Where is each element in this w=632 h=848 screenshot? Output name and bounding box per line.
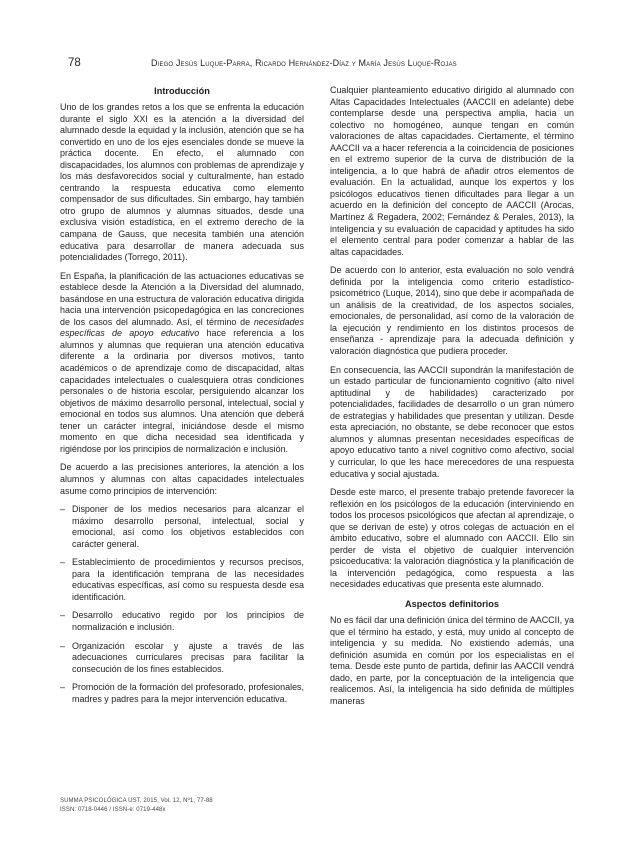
page-header — [68, 57, 564, 73]
paragraph: No es fácil dar una definición única del término de AACCII, ya que el término ha estado, y está, muy unido al concepto de inteligencia y su medida. No existiendo además, una definición asumida en común por los especialistas en el tema. Desde este punto de partida, definir las AACCII vendrá dado, en parte, por la conceptuación de la inteligencia que realicemos. Así, la inteligencia ha sido definida de múltiples maneras — [330, 614, 574, 706]
page-footer — [60, 797, 213, 814]
left-column — [60, 85, 304, 712]
list-item: – Disponer de los medios necesarios para alcanzar el máximo desarrollo personal, intelectual, social y emocional, así como los objetivos establecidos con carácter general. — [60, 504, 304, 549]
paragraph: Uno de los grandes retos a los que se enfrenta la educación durante el siglo XXI es la atención a la diversidad del alumnado desde la equidad y la inclusión, atención que se ha convertido en uno de los ejes esenciales donde se mueve la práctica docente. En efecto, el alumnado con discapacidades, los alumnos con problemas de aprendizaje y los más desfavorecidos social y culturalmente, han estado centrando la respuesta educativa como elemento compensador de sus dificultades. Sin embargo, hay también otro grupo de alumnos y alumnas situados, desde una exclusiva visión estadística, en el extremo derecho de la campana de Gauss, que necesita también una atención educativa para desarrollar de manera adecuada sus potencialidades (Torrego, 2011). — [60, 102, 304, 263]
section-heading-aspectos: Aspectos definitorios — [405, 598, 499, 609]
paragraph: En España, la planificación de las actuaciones educativas se establece desde la Atención a la Diversidad del alumnado, basándose en una estructura de valoración educativa dirigida hacia una intervención psicopedagógica en las concreciones de los casos del alumnado. Así, el término de necesidades específicas de apoyo educativo hace referencia a los alumnos y alumnas que requieran una atención educativa diferente a la ordinaria por diversos motivos, tanto académicos o de aprendizaje como de discapacidad, altas capacidades intelectuales o cualesquiera otras condiciones personales o de historia escolar, persiguiendo alcanzar los objetivos de máximo desarrollo personal, intelectual, social y emocional en todos sus alumnos. Una atención que deberá tener un carácter integral, iniciándose desde el mismo momento en que dicha necesidad sea identificada y rigiéndose por los principios de normalización e inclusión. — [60, 270, 305, 454]
principles-list — [60, 504, 304, 705]
paragraph: De acuerdo a las precisiones anteriores, la atención a los alumnos y alumnas con altas capacidades intelectuales asume como principios de intervención: — [60, 462, 304, 496]
list-item: – Desarrollo educativo regido por los principios de normalización e inclusión. — [60, 610, 304, 632]
paragraph: De acuerdo con lo anterior, esta evaluación no solo vendrá definida por la inteligencia como criterio estadístico-psicométrico (Luque, 2014), sino que debe ir acompañada de un análisis de la creatividad, de los aspectos sociales, emocionales, de personalidad, así como de la valoración de la ejecución y rendimiento en los distintos procesos de enseñanza - aprendizaje para la adecuada definición y valoración diagnóstica que pudiera proceder. — [330, 265, 574, 357]
list-item: – Organización escolar y ajuste a través de las adecuaciones curriculares precisas para facilitar la consecución de los fines establecidos. — [60, 640, 304, 674]
issn-line: ISSN: 0718-0446 / ISSN-e: 0719-448x — [60, 806, 166, 813]
list-item: – Promoción de la formación del profesorado, profesionales, madres y padres para la mejor intervención educativa. — [60, 682, 304, 704]
running-title: Diego Jesús Luque-Parra, Ricardo Hernández-Díaz y María Jesús Luque-Rojas — [151, 58, 457, 68]
paragraph: Desde este marco, el presente trabajo pretende favorecer la reflexión en los psicólogos de la educación (interviniendo en todos los procesos psicológicos que afectan al aprendizaje, o que se derivan de este) y otros colegas de actuación en el ámbito educativo, sobre el alumnado con AACCII. Ello sin perder de vista el objetivo de cualquier intervención psicoeducativa: la valoración diagnóstica y la planificación de la intervención pedagógica, como respuesta a las necesidades educativas que presenta este alumnado. — [330, 487, 574, 590]
paragraph: Cualquier planteamiento educativo dirigido al alumnado con Altas Capacidades Intelectuales (AACCII en adelante) debe contemplarse desde una perspectiva amplia, hacia un colectivo no homogéneo, aunque tengan en común valoraciones de altas capacidades. Ciertamente, el término AACCII va a hacer referencia a la coincidencia de posiciones en el extremo superior de la curva de distribución de la inteligencia, a lo que habrá de añadir otros elementos de evaluación. En la actualidad, aunque los expertos y los psicólogos educativos tienen dificultades para llegar a un acuerdo en la definición del concepto de AACCII (Arocas, Martínez & Regadera, 2002; Fernández & Perales, 2013), la inteligencia y su evaluación de capacidad y aptitudes ha sido el elemento central para poder comenzar a hablar de las altas capacidades. — [330, 85, 574, 257]
section-heading-introduccion: Introducción — [154, 86, 210, 96]
list-item: – Establecimiento de procedimientos y recursos precisos, para la identificación temprana de las necesidades educativas específicas, así como su respuesta desde esa identificación. — [60, 557, 304, 602]
journal-citation: SUMMA PSICOLÓGICA UST, 2015, Vol. 12, Nº1, 77-88 — [60, 798, 213, 804]
italic-term: necesidades específicas de apoyo educativo — [60, 316, 304, 339]
right-column — [330, 85, 574, 714]
page-number: 78 — [68, 57, 81, 69]
paragraph: En consecuencia, las AACCII supondrán la manifestación de un estado particular de funcionamiento cognitivo (alto nivel aptitudinal y de habilidades) caracterizado por potencialidades, facilidades de desarrollo o un gran número de estrategias y habilidades que presentan y utilizan. Desde esta apreciación, no obstante, se debe reconocer que estos alumnos y alumnas presentan necesidades específicas de apoyo educativo tanto a nivel cognitivo como afectivo, social y curricular, lo que les hace merecedores de una respuesta educativa y social ajustada. — [330, 364, 574, 479]
